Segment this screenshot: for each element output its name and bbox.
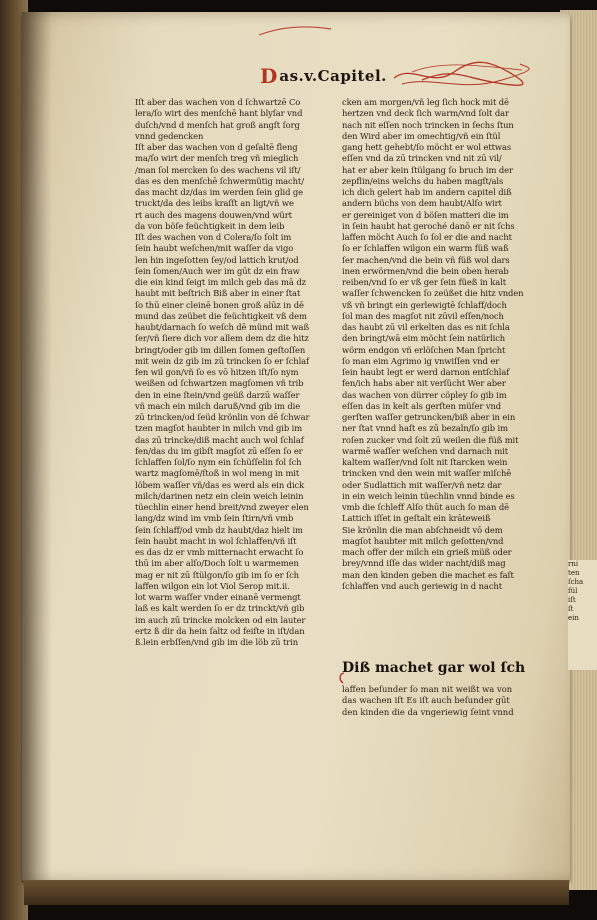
- text-line: ertz ß dir da hein ſaltz od feiſte in iſt/dan: [135, 625, 305, 636]
- text-line: es das dz er vmb mitternacht erwacht ſo: [135, 547, 304, 557]
- text-line: ich dich gelert hab im andern capitel diß: [342, 187, 512, 197]
- text-line: Lattich iſſet in geſtalt ein krāteweiß: [342, 513, 491, 524]
- fragment-text-line: iſt: [568, 596, 576, 604]
- text-line: ſo er ſchlaffen wilgon ein warm füß waß: [342, 243, 509, 254]
- text-line: vß vñ bringt ein gerlewigtē ſchlaff/doch: [342, 299, 507, 310]
- text-line: trincken vnd den wein mit waſſer miſchē: [342, 468, 512, 479]
- text-line: den in eine ſtein/vnd geüß darzū waſſer: [135, 389, 300, 400]
- text-line: milch/darinen netz ein clein weich leinin: [135, 490, 304, 501]
- text-line: ſo man eim Agrimo ig vnwiſſen vnd er: [342, 355, 500, 366]
- text-line: brey/vnnd iſſe das wider nacht/diß mag: [342, 558, 506, 569]
- text-line: truckt/da des leibs kraſſt an ligt/vñ we: [135, 198, 294, 209]
- text-line: fen wil gon/vñ ſo es vō hitzen iſt/ſo nym: [135, 367, 299, 377]
- section-subheading: Diß machet gar wol ſch: [342, 660, 526, 676]
- text-line: den kinden die da vngeriewig ſeint vnnd: [342, 706, 514, 717]
- text-line: vmb die ſchleff Alſo thūt auch ſo man dē: [342, 502, 509, 512]
- text-line: man den kinden geben die machet es faſt: [342, 569, 514, 580]
- text-line: ſchlaffen ſol/ſo nym ein ſchüſſelin fol ſch: [135, 457, 302, 467]
- text-line: Iſt aber das wachen von d ſchwartzē Co: [135, 97, 301, 107]
- text-line: ſein haubt weſchen/mit waſſer da vigo: [135, 243, 294, 254]
- text-line: tüechlin einer hend breit/vnd zweyer elen: [135, 502, 309, 512]
- binding-shadow: [22, 12, 52, 882]
- fragment-text-line: ſcha: [568, 578, 584, 586]
- chapter-heading-initial: D: [260, 64, 278, 88]
- text-line: rt auch des magens douwen/vnd würt: [135, 209, 292, 220]
- text-line: eſſen vnd da zū trincken vnd nit zū vil/: [342, 153, 502, 164]
- fragment-text-line: fül: [568, 587, 578, 595]
- text-column-right: [342, 97, 540, 592]
- text-line: wartz magſomē/ſtoß in wol meng in mit: [135, 468, 300, 479]
- chapter-heading-title: as.v.Capitel.: [279, 67, 387, 85]
- text-line: fen/ich habs aber nit verſücht Wer aber: [342, 378, 506, 389]
- text-line: magſot haubter mit milch geſotten/vnd: [342, 535, 504, 546]
- text-line: kaltem waſſer/vnd ſolt nit ſtarcken wein: [342, 457, 508, 467]
- text-line: zepflin/eins welchs du haben magſt/als: [342, 175, 504, 186]
- text-line: das wachen von dürrer cöpley ſo gib im: [342, 389, 507, 400]
- text-line: in ſein haubt hat geroché danō er nit ſchs: [342, 220, 515, 231]
- text-line: die ein kind ſeigt im milch geb das mā dz: [135, 277, 306, 287]
- text-line: gang hett gehebt/ſo möcht er wol ettwas: [342, 142, 512, 152]
- text-line: waſſer ſchwencken ſo zeüßet die hitz vnden: [342, 288, 524, 299]
- text-line: ß.lein erbſſen/vnd gib im die löb zū trin: [135, 637, 299, 647]
- text-line: /man ſol mercken ſo des wachens vil iſt/: [135, 164, 301, 175]
- text-line: mund das zeübet die feüchtigkeit vß dem: [135, 310, 307, 321]
- text-line: er gereiniget von d böſen matteri die im: [342, 209, 509, 220]
- red-flourish-icon: [392, 58, 532, 94]
- text-line: ſchlaffen vnd auch geriewig in d nacht: [342, 580, 502, 591]
- text-line: das es den menſchē ſchwermütig macht/: [135, 175, 304, 186]
- text-line: laffen möcht Auch ſo ſol er die and nacht: [342, 232, 512, 242]
- text-line: ſein haubt legt er werd darnon entſchlaf: [342, 367, 510, 377]
- text-line: Sie krönlin die man abſchneidt vō dem: [342, 524, 503, 535]
- text-line: reiben/vnd ſo er vß ger ſein füeß in kalt: [342, 277, 506, 287]
- text-line: vñ mach ein milch daruß/vnd gib im die: [135, 400, 301, 411]
- text-line: laffen wilgon ein lot Viol Serop mit.ii.: [135, 580, 290, 591]
- text-line: Iſt des wachen von d Colera/ſo ſolt im: [135, 232, 292, 242]
- book-bottom-edge: [24, 880, 569, 905]
- fragment-text-line: ſt: [568, 605, 574, 613]
- text-line: nach nit eſſen noch trincken in ſechs ſtun: [342, 119, 514, 130]
- text-line: lang/dz wind im vmb ſein ſtirn/vñ vmb: [135, 513, 294, 524]
- text-line: thū im aber alſo/Doch ſolt u warmemen: [135, 558, 299, 569]
- text-line: andern büchs von dem haubt/Alſo wirt: [342, 198, 502, 209]
- text-line: laffen beſunder ſo man nit weißt wa von: [342, 684, 513, 694]
- text-line: ſol man des magſot nit zūvil eſſen/noch: [342, 310, 504, 321]
- text-line: fen/das du im gibſt magſot zū eſſen ſo er: [135, 445, 303, 456]
- text-line: in ein weich leinin tüechlin vnnd binde es: [342, 490, 515, 501]
- text-line: tzen magſot haubter in milch vnd gib im: [135, 423, 303, 434]
- text-line: inen erwörmen/vnd die bein oben herab: [342, 265, 509, 276]
- text-line: ſer machen/vnd die bein vñ füß wol dars: [342, 254, 510, 265]
- text-line: gerſten waſſer getruncken/biß aber in ein: [342, 412, 516, 422]
- text-line: den Wird aber im omechtig/vñ ein ſtül: [342, 130, 501, 141]
- text-line: ner ſtat vnnd haſt es zū bezaln/ſo gib im: [342, 423, 508, 434]
- text-line: Iſt aber das wachen von d geſaltē fleng: [135, 142, 298, 152]
- text-line: oder Sudlattich mit waſſer/vñ netz dar: [342, 479, 502, 490]
- chapter-heading: [260, 64, 387, 88]
- text-column-left: [135, 97, 325, 648]
- text-line: len hin ingeſotten ſey/od lattich krut/od: [135, 254, 299, 265]
- text-line: lot warm waſſer vnder einanē vermengt: [135, 592, 301, 602]
- text-line: das macht dz/das im werden ſein glid ge: [135, 187, 304, 197]
- fragment-text-line: ten: [568, 569, 580, 577]
- fragment-text-line: ein: [568, 614, 579, 622]
- text-line: cken am morgen/vñ leg ſich hock mit dē: [342, 97, 509, 107]
- text-line: warmē waſſer weſchen vnd darnach mit: [342, 445, 509, 456]
- text-line: ſer/vñ ſiere dich vor allem dem dz die hitz: [135, 333, 309, 344]
- text-line: das zū trincke/diß macht auch wol ſchlaf: [135, 434, 304, 445]
- text-line: mag er nit zū ſtülgon/ſo gib im ſo er ſch: [135, 569, 299, 580]
- text-line: ſein ſchlaff/od vmb dz haubt/daz hielt im: [135, 524, 303, 535]
- text-line: eſſen das in kelt als gerſten müſer vnd: [342, 400, 502, 411]
- text-line: duſch/vnd d menſch hat groß angſt ſorg: [135, 119, 300, 130]
- text-line: laß es kalt werden ſo er dz trinckt/vñ gib: [135, 603, 305, 614]
- text-line: das wachen iſt Es iſt auch beſunder gūt: [342, 695, 510, 706]
- fragment-text-line: rni: [568, 560, 579, 568]
- text-line: roſen zucker vnd ſolt zū weilen die füß mit: [342, 434, 519, 445]
- text-line: haubt/darnach ſo weſch dē münd mit waß: [135, 322, 309, 332]
- text-line: mit wein dz gib im zū trincken ſo er ſchlaf: [135, 355, 310, 366]
- text-line: im auch zū trincke molcken od ein lauter: [135, 614, 306, 625]
- text-line: ſein ſomen/Auch wer im gūt dz ein fraw: [135, 265, 300, 276]
- text-line: lera/ſo wirt des menſchē hant blyſar vnd: [135, 108, 303, 119]
- text-line: vnnd gedencken: [135, 130, 204, 141]
- text-line: mach offer der milch ein grieß müß oder: [342, 547, 512, 557]
- text-line: zū trincken/od ſeüd krönlin von dē ſchwar: [135, 412, 310, 422]
- text-line: wörm endgon vñ erlöſchen Man ſpricht: [342, 344, 506, 355]
- text-line: löbem waſſer vñ/das es werd als ein dick: [135, 479, 305, 490]
- text-column-right-tail: [342, 684, 540, 718]
- adjacent-page-fragment: [568, 560, 597, 670]
- text-line: bringt/oder gib im dillen ſomen geſtoſſen: [135, 344, 306, 355]
- text-line: weißen od ſchwartzen magſomen vñ trib: [135, 378, 304, 389]
- text-line: ſein haubt macht in wol ſchlaffen/vñ iſt: [135, 535, 297, 546]
- text-line: das haubt zū vil erkelten das es nit ſchla: [342, 322, 510, 332]
- text-line: hertzen vnd deck ſich warm/vnd ſolt dar: [342, 108, 509, 119]
- text-line: ſo thū einer cleinē bonen groß alūz in dē: [135, 299, 304, 310]
- text-line: haubt mit beſtrich Biß aber in einer ſtat: [135, 288, 301, 299]
- text-line: hat er aber kein ſtülgang ſo bruch im der: [342, 164, 513, 175]
- text-line: ma/ſo wirt der menſch treg vñ mieglich: [135, 153, 299, 164]
- text-line: da von böſe feüchtigkeit in dem leib: [135, 220, 285, 231]
- text-line: den bringt/wā eim möcht ſein natürlich: [342, 333, 506, 344]
- red-pen-stroke-icon: [255, 23, 335, 39]
